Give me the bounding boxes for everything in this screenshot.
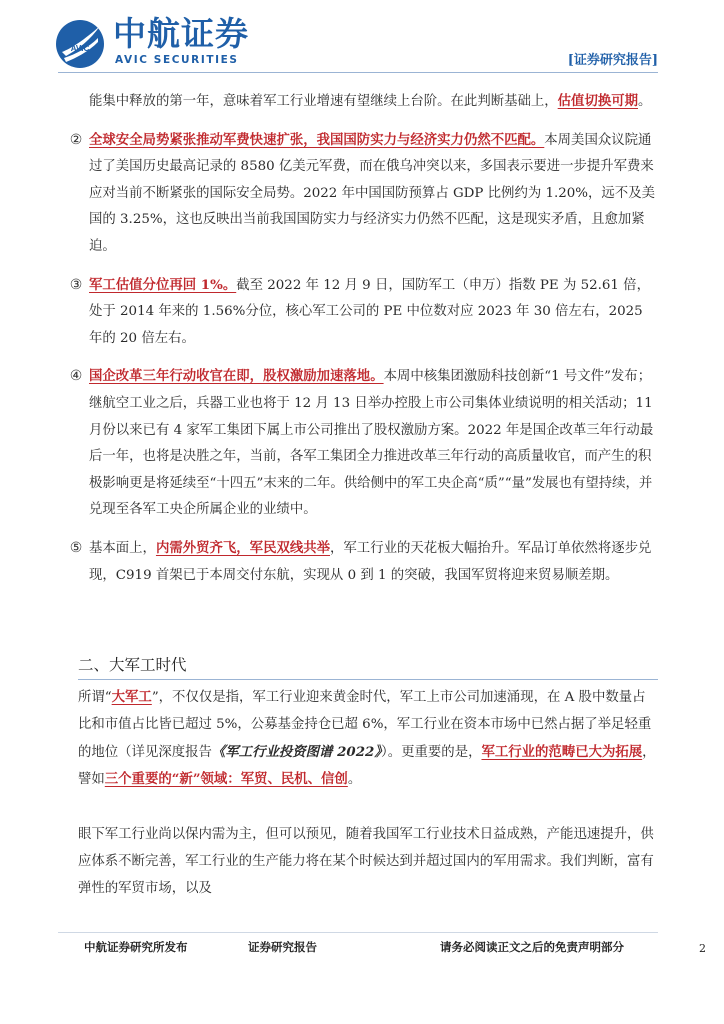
item-highlight: 国企改革三年行动收官在即，股权激励加速落地。 <box>89 368 384 385</box>
list-item-5 <box>69 535 658 589</box>
svg-text:AVIC: AVIC <box>70 44 90 53</box>
section-title: 二、大军工时代 <box>78 656 187 674</box>
page-number: 2 <box>699 942 706 955</box>
item-highlight: 内需外贸齐飞，军民双线共举 <box>155 539 331 556</box>
report-citation: 《军工行业投资图谱 2022》 <box>211 743 382 760</box>
item-text: ，军工行业的天花板大幅抬升。军品订单依然将逐步兑现，C919 首架已于本周交付东航，实现从 0 到 1 的突破，我国军贸将迎来贸易顺差期。 <box>89 540 652 583</box>
section-paragraph-1 <box>78 684 658 794</box>
main-content <box>69 88 658 589</box>
item-text: 本周中核集团激励科技创新“1 号文件”发布；继航空工业之后，兵器工业也将于 12 月 13 日举办控股上市公司集体业绩说明的相关活动；11 月份以来已有 4 家军工集团下属上市公司推出了股权激励方案。2022 年是国企改革三年行动最后一年，也将是决胜之年，当前，各军工集团全力推进改革三年行动的高质量收官，而产生的积极影响更是将延续至“十四五”末来的二年。供给侧中的军工央企高“质”“量”发展也有望持续，并兑现至各军工央企所属企业的业绩中。 <box>89 369 654 518</box>
brand-name-cn: 中航证券 <box>113 14 249 53</box>
item-number: ⑤ <box>69 539 83 556</box>
section-divider <box>78 679 658 680</box>
item-number: ④ <box>69 368 83 385</box>
page-header <box>0 0 724 80</box>
intro-highlight: 估值切换可期 <box>557 93 639 109</box>
brand-name-en: AVIC SECURITIES <box>115 54 239 66</box>
item-text: 本周美国众议院通过了美国历史最高记录的 8580 亿美元军费，而在俄乌冲突以来，多国表示要进一步提升军费来应对当前不断紧张的国际安全局势。2022 年中国国防预算占 GDP 比例约为 1.20%，远不及美国的 3.25%，这也反映出当前我国国防实力与经济实力仍然不匹配，这是现实矛盾，且愈加紧迫。 <box>89 132 655 254</box>
footer-report-type: 证券研究报告 <box>248 940 317 954</box>
list-item-4 <box>69 363 658 524</box>
report-type-tag: [证券研究报告] <box>567 53 658 68</box>
list-item-3 <box>69 272 658 353</box>
para-text: ，譬如 <box>78 744 656 788</box>
section-paragraph-2: 眼下军工行业尚以保内需为主，但可以预见，随着我国军工行业技术日益成熟，产能迅速提升，供应体系不断完善，军工行业的生产能力将在某个时候达到并超过国内的军用需求。我们判断，富有弹性的军贸市场，以及 <box>78 827 654 896</box>
footer-divider <box>58 932 658 933</box>
intro-paragraph <box>78 88 658 116</box>
header-divider <box>58 72 658 73</box>
list-item-2 <box>69 127 658 261</box>
para-text: ”，不仅仅是指，军工行业迎来黄金时代，军工上市公司加速涌现，在 A 股中数量占比和市值占比皆已超过 5%，公募基金持仓已超 6%，军工行业在资本市场中已然占据了举足轻重的地位（详见深度报告 <box>78 690 652 760</box>
footer-publisher: 中航证券研究所发布 <box>84 940 188 954</box>
item-text: 截至 2022 年 12 月 9 日，国防军工（申万）指数 PE 为 52.61 倍，处于 2014 年来的 1.56%分位，核心军工公司的 PE 中位数对应 2023 年 30 倍左右，2025 年的 20 倍左右。 <box>89 277 650 346</box>
intro-text: 能集中释放的第一年，意味着军工行业增速有望继续上台阶。在此判断基础上， <box>89 94 558 109</box>
footer-disclaimer: 请务必阅读正文之后的免责声明部分 <box>440 940 624 954</box>
para-text: 。 <box>347 772 362 788</box>
item-highlight: 军工估值分位再回 1%。 <box>89 276 237 293</box>
avic-logo-icon <box>54 18 106 70</box>
item-number: ③ <box>69 276 83 293</box>
para-text: 所谓“ <box>78 690 112 705</box>
item-number: ② <box>69 131 83 148</box>
para-text: ）。更重要的是， <box>381 744 482 760</box>
item-highlight: 全球安全局势紧张推动军费快速扩张，我国国防实力与经济实力仍然不匹配。 <box>89 131 545 148</box>
para-highlight: 大军工 <box>111 689 152 705</box>
intro-tail: 。 <box>638 94 652 109</box>
item-text-pre: 基本面上， <box>89 540 156 556</box>
para-highlight: 军工行业的范畴已大为拓展 <box>481 743 643 760</box>
para-highlight: 三个重要的“新”领域：军贸、民机、信创 <box>104 771 348 788</box>
